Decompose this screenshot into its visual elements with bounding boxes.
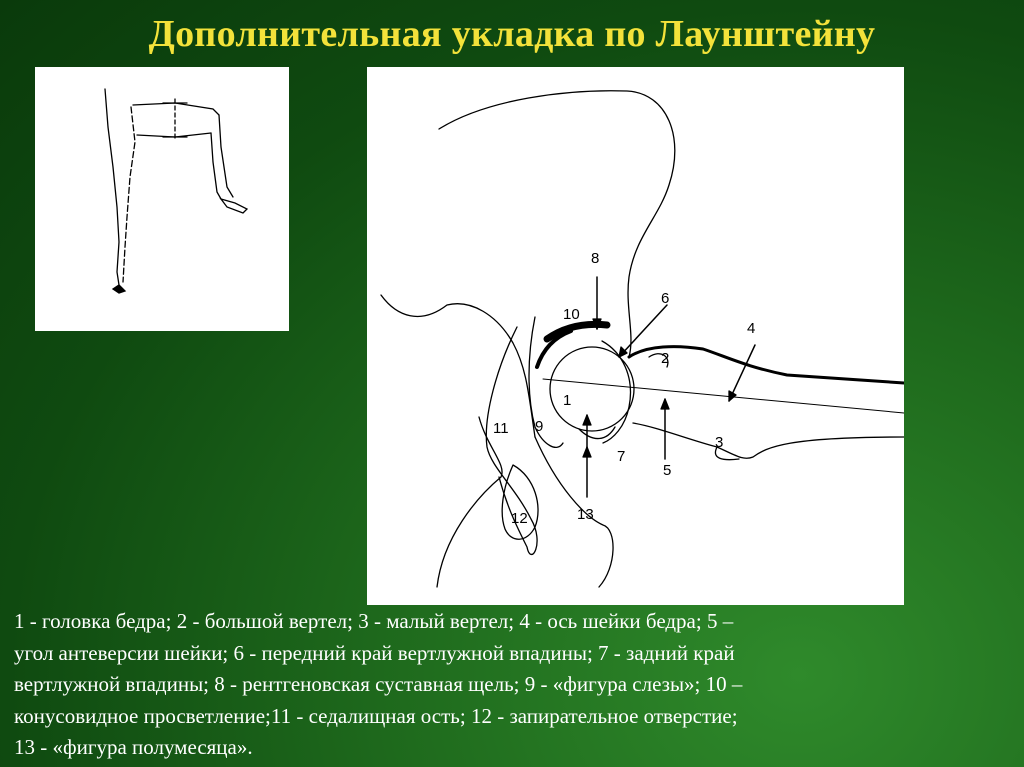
arrow-1-head (583, 415, 591, 425)
leg-position-drawing (35, 67, 289, 331)
caption-line: угол антеверсии шейки; 6 - передний край вертлужной впадины; 7 - задний край (14, 640, 735, 665)
thigh-top (133, 103, 219, 115)
iliac-wing-outline (439, 91, 675, 357)
caption-line: конусовидное просветление;11 - седалищная ость; 12 - запирательное отверстие; (14, 703, 738, 728)
label-4: 4 (747, 320, 756, 337)
arrow-4-head (729, 391, 736, 401)
label-10: 10 (563, 306, 580, 323)
label-3: 3 (715, 434, 724, 451)
caption-line: 13 - «фигура полумесяца». (14, 735, 253, 759)
ischium-outline (535, 437, 613, 587)
pelvis-lateral-outline (381, 295, 535, 437)
label-8: 8 (591, 250, 600, 267)
arrow-6-head (619, 347, 627, 357)
acetabular-anterior-edge (602, 341, 630, 443)
shin-back (211, 133, 221, 199)
arrow-5-head (661, 399, 669, 409)
femoral-shaft-bottom (633, 423, 904, 458)
label-13: 13 (577, 506, 594, 523)
label-2: 2 (661, 350, 670, 367)
hip-diagram-svg (367, 67, 904, 605)
standing-leg-inner (123, 107, 135, 282)
positioning-sketch (35, 67, 289, 331)
label-6: 6 (661, 290, 670, 307)
standing-leg-outline (105, 89, 119, 285)
hip-joint-diagram (367, 67, 904, 605)
arrow-13-head (583, 447, 591, 457)
legend-caption (14, 606, 1014, 764)
shin-front (219, 115, 233, 197)
label-7: 7 (617, 448, 626, 465)
label-5: 5 (663, 462, 672, 479)
foot (221, 199, 247, 213)
label-1: 1 (563, 392, 572, 409)
slide-title: Дополнительная укладка по Лаунштейну (148, 13, 876, 55)
label-11: 11 (493, 420, 509, 437)
standing-foot (113, 285, 125, 293)
crescent-figure (579, 427, 615, 439)
femoral-shaft-top (629, 347, 904, 383)
neck-axis-line (543, 379, 904, 413)
label-9: 9 (535, 418, 544, 435)
pubis-outline (437, 417, 502, 587)
caption-line: 1 - головка бедра; 2 - большой вертел; 3 - малый вертел; 4 - ось шейки бедра; 5 – (14, 609, 734, 633)
label-12: 12 (511, 510, 528, 527)
caption-line: вертлужной впадины; 8 - рентгеновская суставная щель; 9 - «фигура слезы»; 10 – (14, 672, 743, 696)
